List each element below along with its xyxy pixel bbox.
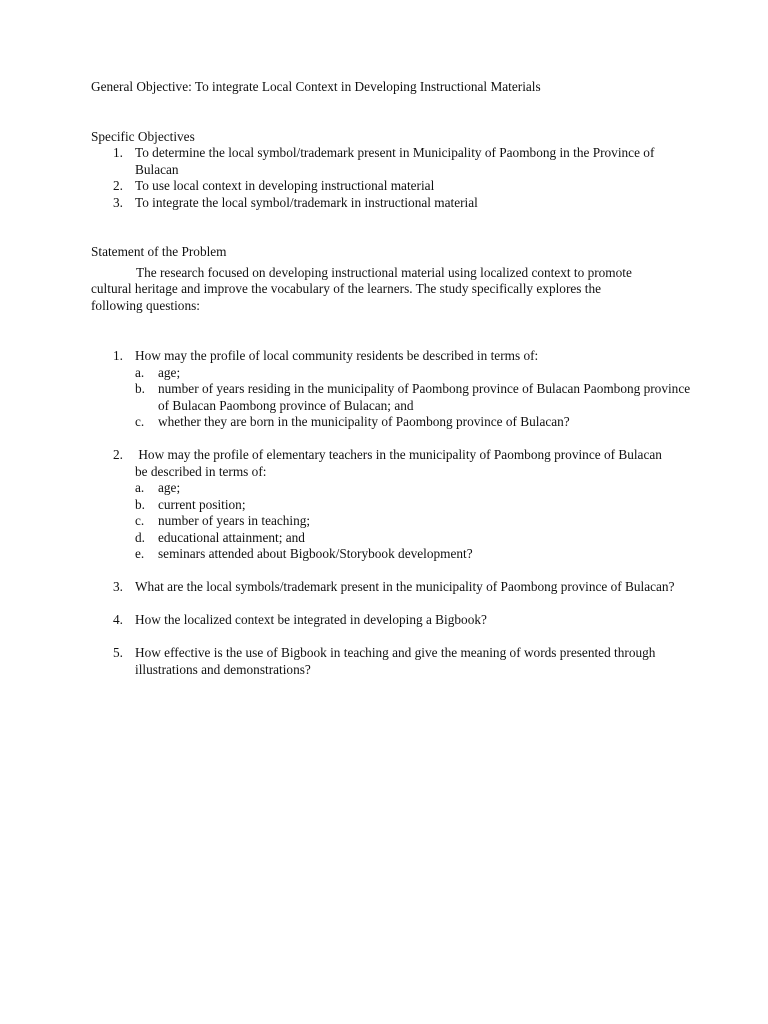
subitem <box>135 480 691 497</box>
item-text: To determine the local symbol/trademark present in Municipality of Paombong in the Province of Bulacan <box>135 145 655 177</box>
subitem-letter: a. <box>135 480 145 495</box>
subitem <box>135 381 691 414</box>
question-subitems <box>135 365 691 431</box>
subitem-letter: c. <box>135 414 145 429</box>
question-text: How may the profile of local community residents be described in terms of: <box>135 348 539 363</box>
subitem-text: age; <box>158 480 181 495</box>
document-body <box>91 79 691 678</box>
item-number: 2. <box>113 178 123 193</box>
subitem-letter: a. <box>135 364 145 380</box>
subitem-text: whether they are born in the municipality of Paombong province of Bulacan? <box>158 414 570 429</box>
subitem <box>135 414 691 431</box>
question-text: How may the profile of elementary teachers in the municipality of Paombong province of Bulacan be described in terms of: <box>135 447 666 479</box>
subitem-text: number of years in teaching; <box>158 513 311 528</box>
subitem-text: educational attainment; and <box>158 529 305 545</box>
specific-objectives-heading: Specific Objectives <box>91 128 195 144</box>
question-subitems <box>135 480 691 563</box>
question-number: 5. <box>113 645 123 660</box>
research-question <box>91 645 691 678</box>
research-question <box>91 612 691 629</box>
research-question <box>91 348 691 431</box>
subitem <box>135 513 691 530</box>
subitem-text: number of years residing in the municipality of Paombong province of Bulacan Paombong province of Bulacan Paombong province of Bulacan; and <box>158 381 691 413</box>
question-number: 4. <box>113 612 123 627</box>
question-text: How effective is the use of Bigbook in teaching and give the meaning of words presented through illustrations and demonstrations? <box>135 645 656 677</box>
question-number: 1. <box>113 348 123 363</box>
general-objective: General Objective: To integrate Local Context in Developing Instructional Materials <box>91 79 541 94</box>
subitem <box>135 497 691 514</box>
item-number: 1. <box>113 145 123 160</box>
subitem <box>135 530 691 547</box>
research-question <box>91 447 691 563</box>
subitem-letter: e. <box>135 546 145 561</box>
question-number: 3. <box>113 579 123 594</box>
subitem-text: seminars attended about Bigbook/Storybook development? <box>158 546 473 561</box>
specific-objective-item <box>91 145 691 178</box>
item-text: To use local context in developing instructional material <box>135 178 435 193</box>
specific-objectives-list <box>91 145 691 211</box>
subitem-letter: c. <box>135 513 145 528</box>
question-number: 2. <box>113 447 123 462</box>
subitem <box>135 365 691 382</box>
research-question <box>91 579 691 596</box>
statement-intro-paragraph: The research focused on developing instructional material using localized context to promote cultural heritage and improve the vocabulary of the learners. The study specifically explores the following questions: <box>91 264 632 313</box>
subitem-letter: b. <box>135 496 145 512</box>
item-text: To integrate the local symbol/trademark in instructional material <box>135 194 478 210</box>
subitem <box>135 546 691 563</box>
subitem-letter: d. <box>135 529 145 545</box>
specific-objective-item <box>91 195 691 212</box>
subitem-letter: b. <box>135 381 145 396</box>
statement-of-problem-heading: Statement of the Problem <box>91 244 227 259</box>
item-number: 3. <box>113 194 123 210</box>
subitem-text: current position; <box>158 496 246 512</box>
question-text: What are the local symbols/trademark present in the municipality of Paombong province of Bulacan? <box>135 579 675 594</box>
specific-objective-item <box>91 178 691 195</box>
question-text: How the localized context be integrated in developing a Bigbook? <box>135 612 487 627</box>
subitem-text: age; <box>158 364 181 380</box>
research-questions-list <box>91 348 691 678</box>
